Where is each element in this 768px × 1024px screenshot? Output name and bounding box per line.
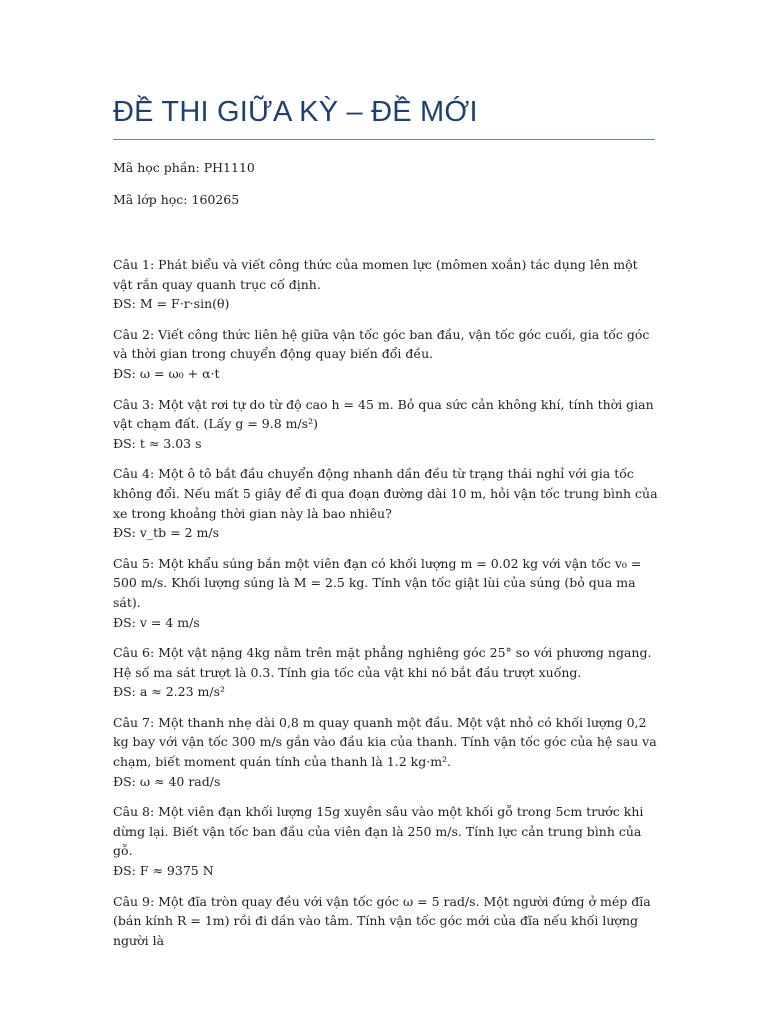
question-item (113, 892, 658, 951)
question-answer: ĐS: a ≈ 2.23 m/s² (113, 684, 226, 700)
question-item (113, 713, 658, 791)
question-item (113, 395, 658, 454)
question-text: Câu 2: Viết công thức liên hệ giữa vận tốc góc ban đầu, vận tốc góc cuối, gia tốc góc và thời gian trong chuyển động quay biến đổi đều. (113, 326, 650, 362)
question-answer: ĐS: v_tb = 2 m/s (113, 525, 219, 541)
question-text: Câu 1: Phát biểu và viết công thức của momen lực (mômen xoắn) tác dụng lên một vật rắn quay quanh trục cố định. (113, 257, 638, 292)
question-item (113, 325, 658, 384)
question-answer: ĐS: F ≈ 9375 N (113, 863, 214, 879)
question-item (113, 643, 658, 702)
question-text: Câu 9: Một đĩa tròn quay đều với vận tốc góc ω = 5 rad/s. Một người đứng ở mép đĩa (bán kính R = 1m) rồi đi dần vào tâm. Tính vận tốc góc mới của đĩa nếu khối lượng người là (113, 893, 651, 948)
title-divider (113, 139, 655, 140)
question-item (113, 554, 658, 632)
question-text: Câu 8: Một viên đạn khối lượng 15g xuyên sâu vào một khối gỗ trong 5cm trước khi dừng lại. Biết vận tốc ban đầu của viên đạn là 250 m/s. Tính lực cản trung bình của gỗ. (113, 804, 644, 859)
question-text: Câu 3: Một vật rơi tự do từ độ cao h = 45 m. Bỏ qua sức cản không khí, tính thời gian vật chạm đất. (Lấy g = 9.8 m/s²) (113, 396, 654, 432)
question-text: Câu 4: Một ô tô bắt đầu chuyển động nhanh dần đều từ trạng thái nghỉ với gia tốc không đổi. Nếu mất 5 giây để đi qua đoạn đường dài 10 m, hỏi vận tốc trung bình của xe trong khoảng thời gian này là bao nhiêu? (113, 466, 658, 521)
question-answer: ĐS: t ≈ 3.03 s (113, 435, 202, 451)
question-text: Câu 6: Một vật nặng 4kg nằm trên mặt phẳng nghiêng góc 25° so với phương ngang. Hệ số ma sát trượt là 0.3. Tính gia tốc của vật khi nó bắt đầu trượt xuống. (113, 645, 652, 680)
page-title: ĐỀ THI GIỮA KỲ – ĐỀ MỚI (113, 96, 478, 128)
class-code: Mã lớp học: 160265 (113, 192, 240, 207)
question-item (113, 255, 658, 314)
question-answer: ĐS: ω = ω₀ + α·t (113, 365, 220, 381)
question-item (113, 802, 658, 880)
course-code: Mã học phần: PH1110 (113, 160, 255, 175)
question-text: Câu 5: Một khẩu súng bắn một viên đạn có khối lượng m = 0.02 kg với vận tốc v₀ = 500 m/s. Khối lượng súng là M = 2.5 kg. Tính vận tốc giật lùi của súng (bỏ qua ma sát). (113, 555, 642, 610)
question-text: Câu 7: Một thanh nhẹ dài 0,8 m quay quanh một đầu. Một vật nhỏ có khối lượng 0,2 kg bay với vận tốc 300 m/s gắn vào đầu kia của thanh. Tính vận tốc góc của hệ sau va chạm, biết moment quán tính của thanh là 1.2 kg·m². (113, 714, 657, 770)
question-answer: ĐS: ω ≈ 40 rad/s (113, 773, 221, 789)
question-answer: ĐS: M = F·r·sin(θ) (113, 296, 230, 312)
question-answer: ĐS: v = 4 m/s (113, 614, 200, 630)
question-list (113, 255, 658, 961)
question-item (113, 464, 658, 542)
